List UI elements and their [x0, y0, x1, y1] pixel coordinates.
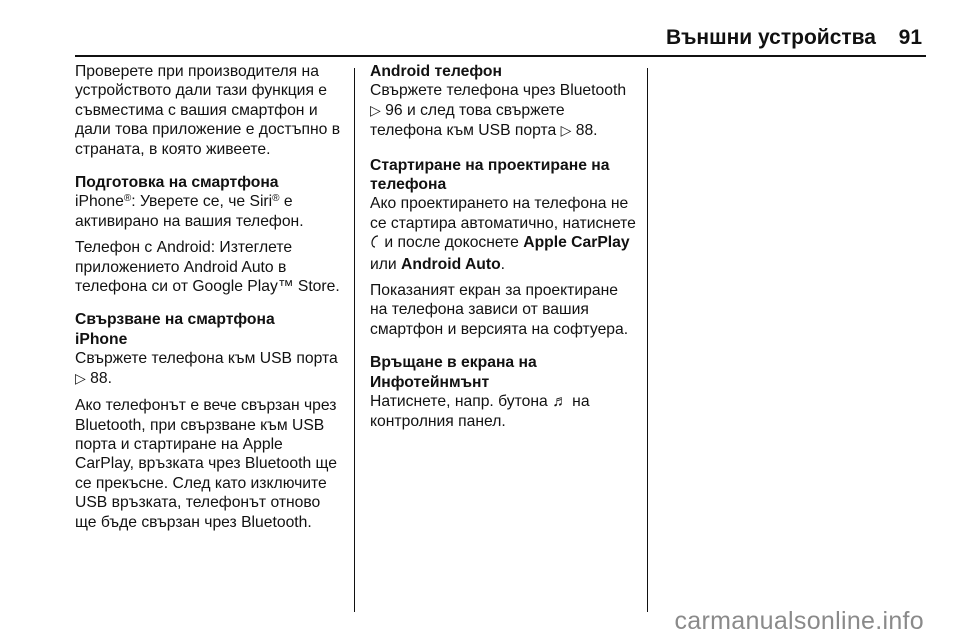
heading-connect-smartphone: Свързване на смартфона	[75, 311, 275, 329]
column-middle	[370, 62, 638, 438]
iphone-siri-paragraph: iPhone®: Уверете се, че Siri® е активирано на вашия телефон.	[75, 193, 304, 230]
registered-mark: ®	[272, 193, 280, 205]
home-icon	[370, 234, 380, 254]
column-divider-2	[647, 68, 648, 612]
watermark: carmanualsonline.info	[674, 607, 924, 635]
android-app-paragraph: Телефон с Android: Изтеглете приложението Android Auto в телефона си от Google Play™ Store.	[75, 239, 340, 296]
return-paragraph: Натиснете, напр. бутона ♬ на контролния панел.	[370, 393, 590, 430]
page-ref-icon: ▷	[370, 102, 381, 119]
music-note-icon: ♬	[552, 393, 568, 411]
heading-prepare-smartphone: Подготовка на смартфона	[75, 174, 279, 192]
bluetooth-note-paragraph: Ако телефонът е вече свързан чрез Bluetooth, при свързване към USB порта и стартиране на Apple CarPlay, връзката чрез Bluetooth ще се прекъсне. След като изключите USB връзката, телефонът отново ще бъде свързан чрез Bluetooth.	[75, 397, 338, 531]
android-auto-label: Android Auto	[401, 255, 501, 273]
start-projection-paragraph: Ако проектирането на телефона не се стартира автоматично, натиснете и после докоснете Apple CarPlay или Android Auto.	[370, 195, 636, 273]
projection-screen-paragraph: Показаният екран за проектиране на телефона зависи от вашия смартфон и версията на софтуера.	[370, 282, 629, 338]
page-ref-icon: ▷	[560, 123, 572, 140]
registered-mark: ®	[123, 193, 132, 205]
usb-connect-paragraph: Свържете телефона към USB порта ▷ 88.	[75, 350, 338, 387]
android-connect-paragraph: Свържете телефона чрез Bluetooth ▷ 96 и след това свържете телефона към USB порта ▷ 88.	[370, 82, 627, 140]
apple-carplay-label: Apple CarPlay	[523, 234, 630, 252]
heading-return-infotainment: Връщане в екрана на Инфотейнмънт	[370, 354, 537, 391]
intro-paragraph: Проверете при производителя на устройството дали тази функция е съвместима с вашия смартфон и дали това приложение е достъпно в страната, в която живеете.	[75, 63, 341, 158]
column-divider-1	[354, 68, 355, 612]
page-ref-icon: ▷	[75, 370, 86, 387]
heading-start-projection: Стартиране на проектиране на телефона	[370, 156, 610, 194]
heading-android-phone: Android телефон	[370, 63, 502, 80]
page-header-title: Външни устройства	[665, 26, 876, 49]
heading-iphone: iPhone	[75, 330, 128, 348]
page-number: 91	[898, 26, 922, 49]
column-left	[75, 62, 345, 539]
header-rule	[75, 55, 926, 57]
